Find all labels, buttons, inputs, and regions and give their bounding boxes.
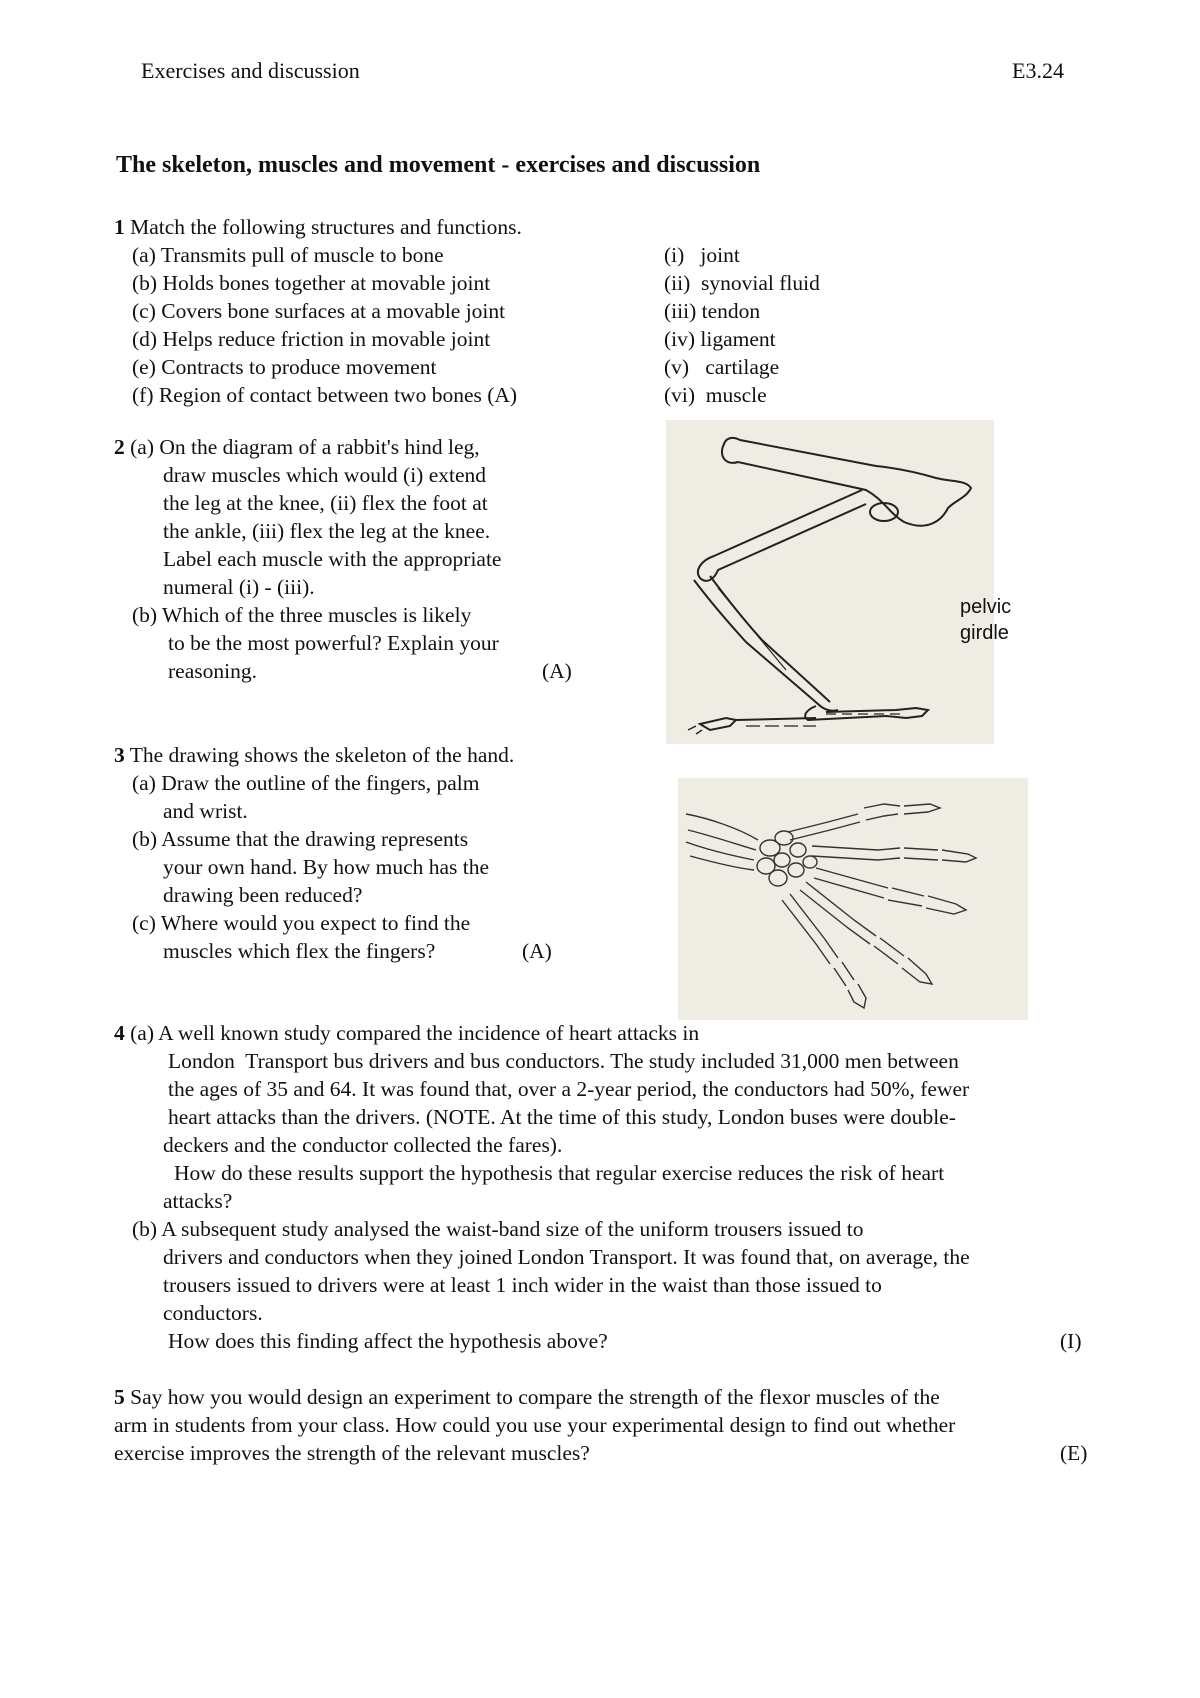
question-5-line-2: arm in students from your class. How could you use your experimental design to find out whether	[114, 1413, 956, 1437]
page-number: E3.24	[1012, 58, 1064, 83]
question-3-line-2: (a) Draw the outline of the fingers, palm	[132, 771, 480, 795]
question-4-line-4: heart attacks than the drivers. (NOTE. At the time of this study, London buses were double-	[168, 1105, 956, 1129]
q1-item-f: (f) Region of contact between two bones (A)	[132, 383, 518, 407]
q1-item-e: (e) Contracts to produce movement	[132, 355, 437, 379]
question-5-line-3: exercise improves the strength of the relevant muscles?	[114, 1441, 590, 1465]
question-number: 4	[114, 1021, 125, 1045]
question-2-mark: (A)	[542, 659, 572, 683]
question-2-line-3: the leg at the knee, (ii) flex the foot at	[163, 491, 488, 515]
question-3-line-6: drawing been reduced?	[163, 883, 363, 907]
figure-label-girdle: girdle	[960, 622, 1009, 644]
q1-item-b: (b) Holds bones together at movable joint	[132, 271, 491, 295]
question-4-line-1	[114, 1020, 699, 1046]
q1-option-iv: (iv) ligament	[664, 327, 776, 351]
question-text: Match the following structures and functions.	[124, 215, 522, 239]
q1-option-ii: (ii) synovial fluid	[664, 271, 820, 295]
q1-option-v: (v) cartilage	[664, 355, 780, 379]
rabbit-hind-leg-figure	[666, 420, 1012, 744]
question-3-line-8: muscles which flex the fingers?	[163, 939, 436, 963]
question-4-line-7: attacks?	[163, 1189, 233, 1213]
question-3-line-7: (c) Where would you expect to find the	[132, 911, 471, 935]
question-4-line-11: conductors.	[163, 1301, 263, 1325]
question-2-line-2: draw muscles which would (i) extend	[163, 463, 487, 487]
question-2-line-7: (b) Which of the three muscles is likely	[132, 603, 472, 627]
question-2-line-9: reasoning.	[168, 659, 257, 683]
rabbit-leg-skeleton-drawing	[666, 420, 994, 744]
question-4-line-2: London Transport bus drivers and bus conductors. The study included 31,000 men between	[168, 1049, 959, 1073]
q1-option-vi: (vi) muscle	[664, 383, 767, 407]
question-4-line-10: trousers issued to drivers were at least 1 inch wider in the waist than those issued to	[163, 1273, 882, 1297]
question-4-line-12: How does this finding affect the hypothesis above?	[168, 1329, 608, 1353]
question-4-line-3: the ages of 35 and 64. It was found that, over a 2-year period, the conductors had 50%, fewer	[168, 1077, 970, 1101]
question-4-line-9: drivers and conductors when they joined London Transport. It was found that, on average, the	[163, 1245, 970, 1269]
running-header-left: Exercises and discussion	[141, 58, 360, 83]
hand-skeleton-drawing	[678, 778, 1028, 1020]
question-3-line-1	[114, 742, 514, 768]
question-text: (a) On the diagram of a rabbit's hind leg,	[124, 435, 480, 459]
hand-skeleton-figure	[678, 778, 1028, 1020]
question-text: Say how you would design an experiment to compare the strength of the flexor muscles of the	[124, 1385, 940, 1409]
question-text: The drawing shows the skeleton of the hand.	[124, 743, 515, 767]
q1-option-i: (i) joint	[664, 243, 740, 267]
question-3-line-5: your own hand. By how much has the	[163, 855, 490, 879]
question-3-mark: (A)	[522, 939, 552, 963]
question-2-line-8: to be the most powerful? Explain your	[168, 631, 499, 655]
q1-item-d: (d) Helps reduce friction in movable joint	[132, 327, 491, 351]
question-2-line-1	[114, 434, 480, 460]
question-3-line-4: (b) Assume that the drawing represents	[132, 827, 469, 851]
question-2-line-5: Label each muscle with the appropriate	[163, 547, 502, 571]
question-number: 5	[114, 1385, 125, 1409]
question-2-line-6: numeral (i) - (iii).	[163, 575, 315, 599]
q1-item-a: (a) Transmits pull of muscle to bone	[132, 243, 444, 267]
question-number: 2	[114, 435, 125, 459]
figure-label-pelvic: pelvic	[960, 596, 1012, 618]
question-4-mark: (I)	[1060, 1329, 1082, 1353]
q1-item-c: (c) Covers bone surfaces at a movable joint	[132, 299, 506, 323]
question-5-line-1	[114, 1384, 940, 1410]
question-2-line-4: the ankle, (iii) flex the leg at the knee.	[163, 519, 491, 543]
question-4-line-8: (b) A subsequent study analysed the waist-band size of the uniform trousers issued to	[132, 1217, 864, 1241]
question-1-stem	[114, 214, 522, 240]
question-number: 3	[114, 743, 125, 767]
question-4-line-6: How do these results support the hypothesis that regular exercise reduces the risk of heart	[174, 1161, 945, 1185]
question-text: (a) A well known study compared the incidence of heart attacks in	[124, 1021, 700, 1045]
question-number: 1	[114, 215, 125, 239]
page-title: The skeleton, muscles and movement - exercises and discussion	[116, 152, 761, 178]
question-4-line-5: deckers and the conductor collected the fares).	[163, 1133, 563, 1157]
question-5-mark: (E)	[1060, 1441, 1088, 1465]
question-3-line-3: and wrist.	[163, 799, 248, 823]
q1-option-iii: (iii) tendon	[664, 299, 761, 323]
